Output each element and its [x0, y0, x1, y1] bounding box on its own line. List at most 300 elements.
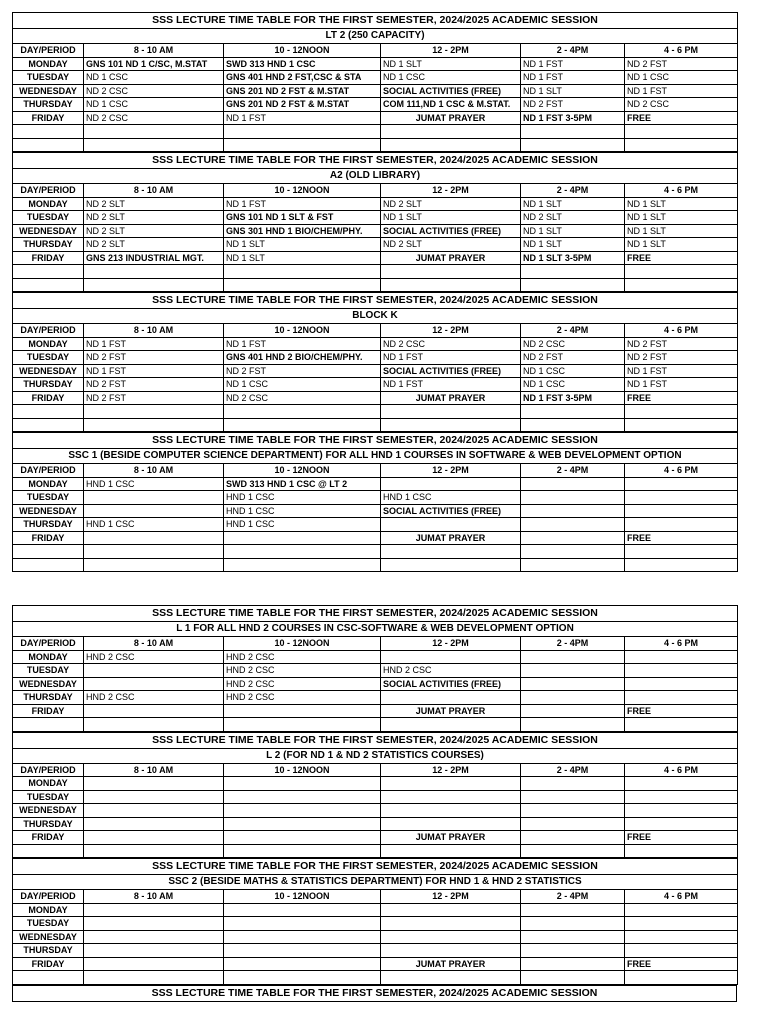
empty-cell [381, 405, 521, 419]
schedule-cell: SWD 313 HND 1 CSC [224, 57, 381, 71]
column-header: 10 - 12NOON [224, 464, 381, 478]
schedule-cell: ND 2 FST [84, 351, 224, 365]
schedule-cell: HND 2 CSC [84, 650, 224, 664]
day-label: TUESDAY [13, 71, 84, 85]
schedule-cell [521, 831, 625, 845]
column-header: DAY/PERIOD [13, 763, 84, 777]
schedule-cell: ND 1 FST 3-5PM [521, 111, 625, 125]
schedule-cell: ND 1 FST [224, 337, 381, 351]
table-row [13, 238, 738, 252]
column-header: 2 - 4PM [521, 637, 625, 651]
schedule-cell [381, 903, 521, 917]
column-header: 8 - 10 AM [84, 184, 224, 198]
schedule-cell [521, 531, 625, 545]
column-header: DAY/PERIOD [13, 890, 84, 904]
schedule-cell [521, 903, 625, 917]
empty-cell [13, 125, 84, 139]
day-label: MONDAY [13, 337, 84, 351]
schedule-cell: ND 1 CSC [625, 71, 738, 85]
schedule-cell: ND 2 SLT [381, 238, 521, 252]
table-row [13, 691, 738, 705]
column-header: 10 - 12NOON [224, 890, 381, 904]
schedule-cell: ND 2 CSC [84, 111, 224, 125]
schedule-cell [224, 817, 381, 831]
schedule-cell: ND 1 FST [381, 378, 521, 392]
schedule-cell [521, 691, 625, 705]
empty-cell [381, 558, 521, 572]
column-header: 10 - 12NOON [224, 763, 381, 777]
schedule-cell: SOCIAL ACTIVITIES (FREE) [381, 84, 521, 98]
schedule-cell [625, 664, 738, 678]
venue-title: L 2 (FOR ND 1 & ND 2 STATISTICS COURSES) [13, 748, 738, 763]
timetable-block [12, 292, 738, 432]
blank-row [13, 138, 738, 152]
schedule-cell [625, 903, 738, 917]
timetable-block [12, 432, 738, 572]
column-header: 8 - 10 AM [84, 464, 224, 478]
schedule-cell: FREE [625, 957, 738, 971]
table-row [13, 251, 738, 265]
timetable-title: SSS LECTURE TIME TABLE FOR THE FIRST SEMESTER, 2024/2025 ACADEMIC SESSION [13, 13, 738, 29]
schedule-cell: ND 2 SLT [84, 224, 224, 238]
schedule-cell: ND 2 SLT [84, 211, 224, 225]
schedule-cell: HND 1 CSC [84, 518, 224, 532]
schedule-cell: ND 1 FST [521, 57, 625, 71]
schedule-cell: GNS 213 INDUSTRIAL MGT. [84, 251, 224, 265]
schedule-cell: ND 1 FST [625, 84, 738, 98]
blank-row [13, 844, 738, 858]
schedule-cell [224, 531, 381, 545]
empty-cell [521, 844, 625, 858]
day-label: TUESDAY [13, 664, 84, 678]
table-row [13, 337, 738, 351]
table-row [13, 831, 738, 845]
table-row [13, 917, 738, 931]
column-header: 10 - 12NOON [224, 184, 381, 198]
schedule-cell: ND 2 FST [84, 378, 224, 392]
column-header: 2 - 4PM [521, 44, 625, 58]
schedule-cell [381, 650, 521, 664]
schedule-cell [84, 831, 224, 845]
empty-cell [84, 844, 224, 858]
empty-cell [84, 138, 224, 152]
table-row [13, 351, 738, 365]
venue-title: L 1 FOR ALL HND 2 COURSES IN CSC-SOFTWARE & WEB DEVELOPMENT OPTION [13, 622, 738, 637]
schedule-cell: ND 1 SLT [381, 211, 521, 225]
schedule-cell [84, 777, 224, 791]
empty-cell [224, 844, 381, 858]
schedule-cell: GNS 201 ND 2 FST & M.STAT [224, 84, 381, 98]
schedule-cell [381, 790, 521, 804]
empty-cell [521, 125, 625, 139]
empty-cell [625, 278, 738, 292]
empty-cell [625, 971, 738, 985]
empty-cell [84, 545, 224, 559]
schedule-cell [84, 677, 224, 691]
timetable-title: SSS LECTURE TIME TABLE FOR THE FIRST SEMESTER, 2024/2025 ACADEMIC SESSION [13, 433, 738, 449]
day-label: MONDAY [13, 650, 84, 664]
day-label: MONDAY [13, 477, 84, 491]
empty-cell [625, 844, 738, 858]
day-label: WEDNESDAY [13, 504, 84, 518]
column-header: 8 - 10 AM [84, 324, 224, 338]
empty-cell [224, 278, 381, 292]
schedule-cell: ND 2 FST [625, 57, 738, 71]
column-header: 4 - 6 PM [625, 324, 738, 338]
schedule-cell: ND 1 SLT [625, 211, 738, 225]
schedule-cell: JUMAT PRAYER [381, 111, 521, 125]
day-label: MONDAY [13, 57, 84, 71]
schedule-cell: ND 2 CSC [381, 337, 521, 351]
blank-row [13, 545, 738, 559]
blank-row [13, 278, 738, 292]
empty-cell [13, 265, 84, 279]
schedule-cell [84, 491, 224, 505]
column-header: 12 - 2PM [381, 184, 521, 198]
empty-cell [84, 718, 224, 732]
schedule-cell: ND 2 FST [521, 351, 625, 365]
schedule-cell: ND 2 FST [521, 98, 625, 112]
schedule-cell [84, 704, 224, 718]
table-row [13, 664, 738, 678]
empty-cell [381, 265, 521, 279]
timetable-title: SSS LECTURE TIME TABLE FOR THE FIRST SEMESTER, 2024/2025 ACADEMIC SESSION [13, 606, 738, 622]
empty-cell [13, 971, 84, 985]
schedule-cell: JUMAT PRAYER [381, 704, 521, 718]
column-header: 2 - 4PM [521, 890, 625, 904]
day-label: TUESDAY [13, 917, 84, 931]
schedule-cell: ND 2 SLT [84, 238, 224, 252]
empty-cell [13, 844, 84, 858]
schedule-cell: JUMAT PRAYER [381, 957, 521, 971]
schedule-cell [625, 477, 738, 491]
day-label: THURSDAY [13, 98, 84, 112]
day-label: TUESDAY [13, 790, 84, 804]
column-header: 12 - 2PM [381, 890, 521, 904]
schedule-cell: ND 1 SLT [521, 84, 625, 98]
schedule-cell: ND 1 SLT [521, 224, 625, 238]
empty-cell [521, 278, 625, 292]
empty-cell [224, 971, 381, 985]
empty-cell [13, 405, 84, 419]
schedule-cell: ND 1 CSC [381, 71, 521, 85]
schedule-cell [84, 944, 224, 958]
schedule-cell [84, 664, 224, 678]
schedule-cell: ND 2 CSC [625, 98, 738, 112]
schedule-cell: ND 1 CSC [521, 364, 625, 378]
schedule-cell [625, 677, 738, 691]
schedule-cell: ND 2 FST [625, 337, 738, 351]
schedule-cell [84, 790, 224, 804]
table-row [13, 930, 738, 944]
table-row [13, 84, 738, 98]
empty-cell [224, 545, 381, 559]
schedule-cell: FREE [625, 831, 738, 845]
schedule-cell: HND 2 CSC [224, 691, 381, 705]
blank-row [13, 971, 738, 985]
schedule-cell [625, 691, 738, 705]
day-label: FRIDAY [13, 111, 84, 125]
schedule-cell: FREE [625, 531, 738, 545]
blank-row [13, 418, 738, 432]
schedule-cell [521, 477, 625, 491]
empty-cell [625, 138, 738, 152]
day-label: TUESDAY [13, 491, 84, 505]
schedule-cell [625, 790, 738, 804]
blank-row [13, 558, 738, 572]
schedule-cell: ND 1 CSC [224, 378, 381, 392]
timetable-block [12, 732, 738, 859]
schedule-cell: SWD 313 HND 1 CSC @ LT 2 [224, 477, 381, 491]
schedule-cell: JUMAT PRAYER [381, 391, 521, 405]
empty-cell [13, 418, 84, 432]
day-label: WEDNESDAY [13, 930, 84, 944]
timetable-sheet-1 [12, 12, 737, 572]
day-label: WEDNESDAY [13, 84, 84, 98]
empty-cell [521, 418, 625, 432]
table-row [13, 777, 738, 791]
schedule-cell [381, 817, 521, 831]
empty-cell [625, 418, 738, 432]
empty-cell [381, 138, 521, 152]
schedule-cell: ND 1 SLT [521, 238, 625, 252]
empty-cell [625, 265, 738, 279]
day-label: MONDAY [13, 903, 84, 917]
schedule-cell [625, 650, 738, 664]
venue-title: LT 2 (250 CAPACITY) [13, 29, 738, 44]
schedule-cell [521, 917, 625, 931]
empty-cell [381, 971, 521, 985]
schedule-cell [84, 917, 224, 931]
empty-cell [521, 558, 625, 572]
column-header: 12 - 2PM [381, 324, 521, 338]
day-label: THURSDAY [13, 238, 84, 252]
table-row [13, 677, 738, 691]
column-header: 10 - 12NOON [224, 44, 381, 58]
timetable-block [12, 858, 738, 985]
schedule-cell: JUMAT PRAYER [381, 251, 521, 265]
schedule-cell [224, 831, 381, 845]
schedule-cell: GNS 301 HND 1 BIO/CHEM/PHY. [224, 224, 381, 238]
column-header: 2 - 4PM [521, 184, 625, 198]
table-row [13, 957, 738, 971]
day-label: FRIDAY [13, 957, 84, 971]
empty-cell [625, 718, 738, 732]
venue-title: SSC 2 (BESIDE MATHS & STATISTICS DEPARTMENT) FOR HND 1 & HND 2 STATISTICS [13, 875, 738, 890]
empty-cell [224, 418, 381, 432]
empty-cell [84, 278, 224, 292]
schedule-cell: ND 2 CSC [224, 391, 381, 405]
day-label: THURSDAY [13, 944, 84, 958]
schedule-cell: HND 2 CSC [381, 664, 521, 678]
schedule-cell: GNS 201 ND 2 FST & M.STAT [224, 98, 381, 112]
schedule-cell [224, 804, 381, 818]
schedule-cell [381, 477, 521, 491]
empty-cell [381, 545, 521, 559]
schedule-cell [381, 917, 521, 931]
schedule-cell [224, 777, 381, 791]
day-label: TUESDAY [13, 211, 84, 225]
schedule-cell: ND 1 SLT [521, 197, 625, 211]
column-header: 10 - 12NOON [224, 324, 381, 338]
schedule-cell: ND 1 FST [224, 197, 381, 211]
column-header: 4 - 6 PM [625, 184, 738, 198]
schedule-cell [84, 817, 224, 831]
schedule-cell: FREE [625, 704, 738, 718]
empty-cell [224, 558, 381, 572]
schedule-cell [224, 944, 381, 958]
schedule-cell [521, 817, 625, 831]
column-header: 2 - 4PM [521, 763, 625, 777]
timetable-block-partial [12, 985, 737, 1002]
venue-title: A2 (OLD LIBRARY) [13, 169, 738, 184]
empty-cell [521, 138, 625, 152]
column-header: 10 - 12NOON [224, 637, 381, 651]
day-label: MONDAY [13, 197, 84, 211]
empty-cell [224, 405, 381, 419]
schedule-cell: ND 1 FST [84, 364, 224, 378]
schedule-cell [381, 777, 521, 791]
blank-row [13, 125, 738, 139]
table-row [13, 391, 738, 405]
schedule-cell [224, 704, 381, 718]
schedule-cell: ND 1 FST [625, 378, 738, 392]
column-header: 4 - 6 PM [625, 890, 738, 904]
schedule-cell [625, 504, 738, 518]
schedule-cell: ND 1 FST 3-5PM [521, 391, 625, 405]
timetable-block [12, 152, 738, 292]
empty-cell [381, 844, 521, 858]
empty-cell [84, 405, 224, 419]
blank-row [13, 405, 738, 419]
schedule-cell [84, 903, 224, 917]
schedule-cell: ND 1 SLT 3-5PM [521, 251, 625, 265]
schedule-cell [521, 664, 625, 678]
empty-cell [625, 405, 738, 419]
empty-cell [521, 545, 625, 559]
empty-cell [625, 545, 738, 559]
day-label: FRIDAY [13, 704, 84, 718]
empty-cell [521, 405, 625, 419]
schedule-cell [625, 817, 738, 831]
schedule-cell [381, 804, 521, 818]
blank-row [13, 718, 738, 732]
timetable-sheet-2 [12, 605, 737, 1002]
table-row [13, 211, 738, 225]
schedule-cell [84, 930, 224, 944]
schedule-cell: ND 1 FST [521, 71, 625, 85]
column-header: 4 - 6 PM [625, 464, 738, 478]
empty-cell [625, 558, 738, 572]
column-header: 4 - 6 PM [625, 763, 738, 777]
column-header: DAY/PERIOD [13, 637, 84, 651]
column-header: 12 - 2PM [381, 44, 521, 58]
schedule-cell [381, 691, 521, 705]
table-row [13, 531, 738, 545]
day-label: FRIDAY [13, 391, 84, 405]
schedule-cell: ND 1 FST [381, 351, 521, 365]
schedule-cell [521, 777, 625, 791]
day-label: THURSDAY [13, 378, 84, 392]
table-row [13, 650, 738, 664]
schedule-cell [381, 518, 521, 532]
day-label: THURSDAY [13, 691, 84, 705]
column-header: 12 - 2PM [381, 637, 521, 651]
schedule-cell: ND 1 CSC [84, 98, 224, 112]
column-header: 2 - 4PM [521, 464, 625, 478]
schedule-cell [625, 518, 738, 532]
schedule-cell [521, 944, 625, 958]
schedule-cell [521, 677, 625, 691]
schedule-cell [625, 777, 738, 791]
schedule-cell [224, 930, 381, 944]
schedule-cell: SOCIAL ACTIVITIES (FREE) [381, 224, 521, 238]
empty-cell [381, 418, 521, 432]
table-row [13, 903, 738, 917]
schedule-cell [521, 930, 625, 944]
schedule-cell [224, 957, 381, 971]
schedule-cell: ND 1 FST [625, 364, 738, 378]
day-label: FRIDAY [13, 831, 84, 845]
schedule-cell [521, 957, 625, 971]
schedule-cell: HND 2 CSC [224, 677, 381, 691]
schedule-cell: ND 2 FST [625, 351, 738, 365]
timetable-title: SSS LECTURE TIME TABLE FOR THE FIRST SEMESTER, 2024/2025 ACADEMIC SESSION [13, 732, 738, 748]
schedule-cell [224, 790, 381, 804]
schedule-cell [625, 930, 738, 944]
empty-cell [13, 138, 84, 152]
schedule-cell [84, 504, 224, 518]
empty-cell [84, 125, 224, 139]
schedule-cell: GNS 101 ND 1 C/SC, M.STAT [84, 57, 224, 71]
schedule-cell: ND 1 SLT [625, 238, 738, 252]
empty-cell [381, 278, 521, 292]
schedule-cell: ND 2 SLT [84, 197, 224, 211]
schedule-cell [521, 650, 625, 664]
schedule-cell [224, 903, 381, 917]
venue-title: SSC 1 (BESIDE COMPUTER SCIENCE DEPARTMENT) FOR ALL HND 1 COURSES IN SOFTWARE & WEB DEVELOPMENT OPTION [13, 449, 738, 464]
schedule-cell [84, 531, 224, 545]
schedule-cell: COM 111,ND 1 CSC & M.STAT. [381, 98, 521, 112]
column-header: DAY/PERIOD [13, 464, 84, 478]
table-row [13, 57, 738, 71]
empty-cell [381, 718, 521, 732]
column-header: 2 - 4PM [521, 324, 625, 338]
timetable-title: SSS LECTURE TIME TABLE FOR THE FIRST SEMESTER, 2024/2025 ACADEMIC SESSION [13, 859, 738, 875]
column-header: 8 - 10 AM [84, 763, 224, 777]
empty-cell [13, 545, 84, 559]
schedule-cell: FREE [625, 251, 738, 265]
schedule-cell [625, 491, 738, 505]
empty-cell [224, 265, 381, 279]
schedule-cell [625, 944, 738, 958]
schedule-cell: HND 1 CSC [224, 491, 381, 505]
schedule-cell: ND 1 SLT [224, 238, 381, 252]
day-label: WEDNESDAY [13, 224, 84, 238]
day-label: WEDNESDAY [13, 364, 84, 378]
schedule-cell [381, 944, 521, 958]
table-row [13, 378, 738, 392]
schedule-cell: ND 2 FST [84, 391, 224, 405]
schedule-cell: ND 2 CSC [84, 84, 224, 98]
table-row [13, 817, 738, 831]
column-header: 8 - 10 AM [84, 44, 224, 58]
table-row [13, 804, 738, 818]
empty-cell [521, 265, 625, 279]
table-row [13, 364, 738, 378]
table-row [13, 491, 738, 505]
day-label: MONDAY [13, 777, 84, 791]
